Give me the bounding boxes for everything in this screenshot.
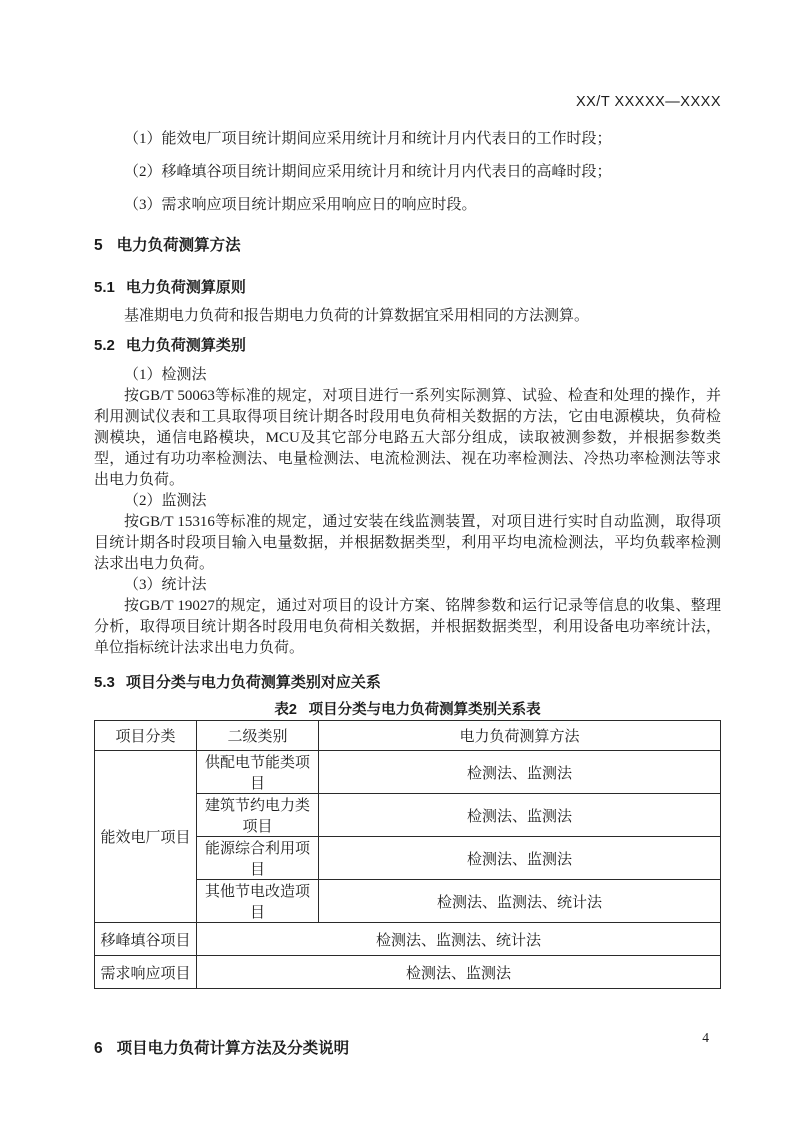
list-item-3: （3）需求响应项目统计期应采用响应日的响应时段。	[124, 197, 477, 213]
clause-5-1-number: 5.1	[94, 279, 115, 296]
clause-5-3-number: 5.3	[94, 674, 115, 691]
category-cell-peak-shift: 移峰填谷项目	[95, 923, 197, 956]
standard-code-header: XX/T XXXXX—XXXX	[575, 94, 721, 110]
page-content	[94, 92, 721, 1059]
methods-cell: 检测法、监测法	[319, 837, 721, 880]
method-1-paragraph: 按GB/T 50063等标准的规定，对项目进行一系列实际测算、试验、检查和处理的操作，并利用测试仪表和工具取得项目统计期各时段用电负荷相关数据的方法，它由电源模块，负荷检测模块，通信电路模块，MCU及其它部分电路五大部分组成，读取被测参数，并根据参数类型，通过有功功率检测法、电量检测法、电流检测法、视在功率检测法、冷热功率检测法等求出电力负荷。	[94, 388, 721, 488]
table-row	[95, 923, 721, 956]
list-item-1: （1）能效电厂项目统计期间应采用统计月和统计月内代表日的工作时段；	[124, 131, 612, 147]
list-item-2: （2）移峰填谷项目统计期间应采用统计月和统计月内代表日的高峰时段；	[124, 164, 612, 180]
subcategory-cell: 供配电节能类项目	[197, 751, 319, 794]
subcategory-cell: 建筑节约电力类项目	[197, 794, 319, 837]
clause-6-title: 项目电力负荷计算方法及分类说明	[116, 1040, 350, 1057]
table-caption-label: 表2	[274, 702, 297, 718]
table-row	[95, 956, 721, 989]
clause-5-2-title: 电力负荷测算类别	[125, 337, 246, 354]
method-1-label: （1）检测法	[124, 367, 207, 383]
methods-cell: 检测法、监测法、统计法	[319, 880, 721, 923]
clause-6-number: 6	[94, 1040, 103, 1057]
intro-list	[94, 129, 721, 216]
subcategory-cell: 其他节电改造项目	[197, 880, 319, 923]
method-3-label: （3）统计法	[124, 577, 207, 593]
clause-5-number: 5	[94, 237, 103, 254]
column-header-category: 项目分类	[95, 721, 197, 751]
column-header-methods: 电力负荷测算方法	[319, 721, 721, 751]
table-caption-title: 项目分类与电力负荷测算类别关系表	[308, 702, 541, 718]
column-header-subcategory: 二级类别	[197, 721, 319, 751]
clause-5-title: 电力负荷测算方法	[116, 237, 241, 254]
method-2-label: （2）监测法	[124, 493, 207, 509]
clause-5-1-heading	[94, 277, 721, 298]
clause-5-1-paragraph: 基准期电力负荷和报告期电力负荷的计算数据宜采用相同的方法测算。	[124, 308, 590, 324]
clause-5-3-title: 项目分类与电力负荷测算类别对应关系	[125, 674, 381, 691]
table-row	[95, 751, 721, 794]
subcategory-cell: 能源综合利用项目	[197, 837, 319, 880]
category-cell-efficiency-plant: 能效电厂项目	[95, 751, 197, 923]
method-2-paragraph: 按GB/T 15316等标准的规定，通过安装在线监测装置，对项目进行实时自动监测，取得项目统计期各时段项目输入电量数据，并根据数据类型，利用平均电流检测法，平均负载率检测法求出电力负荷。	[94, 514, 721, 572]
table-2-relation-table	[94, 720, 721, 989]
clause-5-heading	[94, 235, 721, 256]
page-number: 4	[702, 1030, 709, 1045]
clause-5-2-number: 5.2	[94, 337, 115, 354]
table-caption	[94, 700, 721, 720]
clause-5-3-heading	[94, 672, 721, 693]
table-header-row	[95, 721, 721, 751]
methods-cell: 检测法、监测法	[319, 751, 721, 794]
clause-6-heading	[94, 1038, 721, 1059]
category-cell-demand-response: 需求响应项目	[95, 956, 197, 989]
clause-5-1-title: 电力负荷测算原则	[125, 279, 246, 296]
methods-cell: 检测法、监测法	[319, 794, 721, 837]
clause-5-2-heading	[94, 335, 721, 356]
method-3-paragraph: 按GB/T 19027的规定，通过对项目的设计方案、铭牌参数和运行记录等信息的收集、整理分析，取得项目统计期各时段用电负荷相关数据，并根据数据类型，利用设备电功率统计法，单位指标统计法求出电力负荷。	[94, 598, 721, 656]
methods-cell-merged: 检测法、监测法	[197, 956, 721, 989]
methods-cell-merged: 检测法、监测法、统计法	[197, 923, 721, 956]
